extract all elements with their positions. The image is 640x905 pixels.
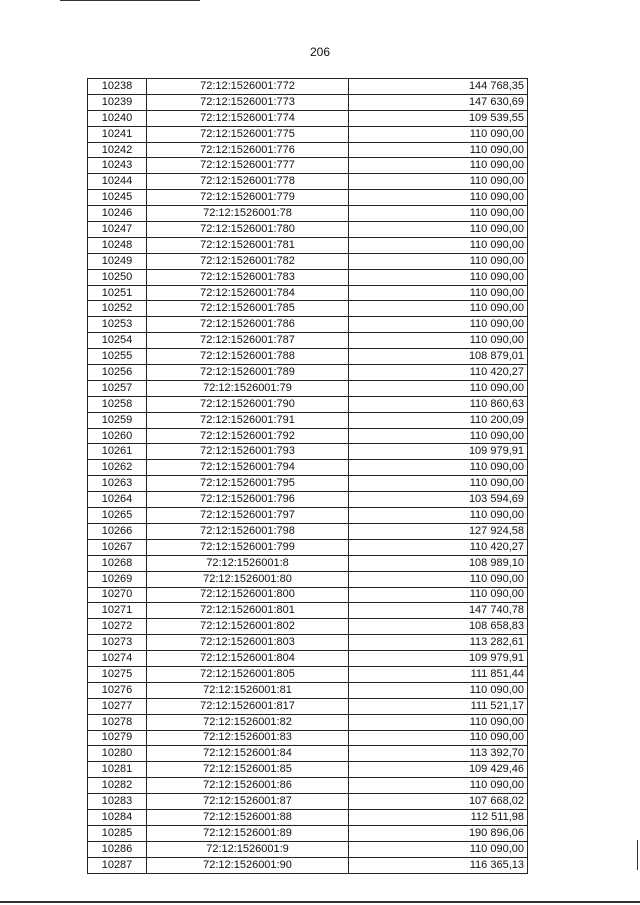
table-body [88, 79, 528, 874]
row-number-cell: 10276 [88, 682, 147, 698]
cadastral-number-cell: 72:12:1526001:800 [147, 587, 349, 603]
value-cell: 110 090,00 [349, 730, 528, 746]
row-number-cell: 10257 [88, 380, 147, 396]
value-cell: 110 420,27 [349, 365, 528, 381]
table-row [88, 365, 528, 381]
value-cell: 112 511,98 [349, 809, 528, 825]
row-number-cell: 10255 [88, 349, 147, 365]
value-cell: 110 090,00 [349, 158, 528, 174]
value-cell: 110 090,00 [349, 317, 528, 333]
cadastral-number-cell: 72:12:1526001:780 [147, 222, 349, 238]
table-row [88, 206, 528, 222]
value-cell: 110 090,00 [349, 841, 528, 857]
row-number-cell: 10271 [88, 603, 147, 619]
value-cell: 111 851,44 [349, 666, 528, 682]
row-number-cell: 10252 [88, 301, 147, 317]
value-cell: 113 392,70 [349, 746, 528, 762]
value-cell: 110 090,00 [349, 571, 528, 587]
value-cell: 110 090,00 [349, 206, 528, 222]
cadastral-number-cell: 72:12:1526001:805 [147, 666, 349, 682]
page-number: 206 [309, 45, 331, 59]
value-cell: 110 090,00 [349, 460, 528, 476]
table-row [88, 714, 528, 730]
value-cell: 111 521,17 [349, 698, 528, 714]
table-row [88, 380, 528, 396]
row-number-cell: 10261 [88, 444, 147, 460]
value-cell: 110 860,63 [349, 396, 528, 412]
table-row [88, 110, 528, 126]
data-table [87, 78, 528, 874]
cadastral-number-cell: 72:12:1526001:784 [147, 285, 349, 301]
table-row [88, 476, 528, 492]
value-cell: 110 090,00 [349, 476, 528, 492]
value-cell: 110 090,00 [349, 380, 528, 396]
cadastral-number-cell: 72:12:1526001:778 [147, 174, 349, 190]
value-cell: 109 979,91 [349, 444, 528, 460]
value-cell: 108 879,01 [349, 349, 528, 365]
table-row [88, 619, 528, 635]
value-cell: 110 090,00 [349, 174, 528, 190]
table-row [88, 237, 528, 253]
value-cell: 116 365,13 [349, 857, 528, 873]
row-number-cell: 10285 [88, 825, 147, 841]
value-cell: 110 090,00 [349, 778, 528, 794]
cadastral-number-cell: 72:12:1526001:802 [147, 619, 349, 635]
value-cell: 147 740,78 [349, 603, 528, 619]
row-number-cell: 10287 [88, 857, 147, 873]
row-number-cell: 10249 [88, 253, 147, 269]
row-number-cell: 10282 [88, 778, 147, 794]
value-cell: 110 090,00 [349, 587, 528, 603]
value-cell: 108 989,10 [349, 555, 528, 571]
row-number-cell: 10280 [88, 746, 147, 762]
cadastral-number-cell: 72:12:1526001:81 [147, 682, 349, 698]
row-number-cell: 10273 [88, 635, 147, 651]
cadastral-number-cell: 72:12:1526001:788 [147, 349, 349, 365]
table-row [88, 94, 528, 110]
value-cell: 110 090,00 [349, 269, 528, 285]
cadastral-number-cell: 72:12:1526001:83 [147, 730, 349, 746]
value-cell: 147 630,69 [349, 94, 528, 110]
table-row [88, 809, 528, 825]
table-row [88, 301, 528, 317]
row-number-cell: 10269 [88, 571, 147, 587]
row-number-cell: 10260 [88, 428, 147, 444]
cadastral-number-cell: 72:12:1526001:793 [147, 444, 349, 460]
row-number-cell: 10248 [88, 237, 147, 253]
table-row [88, 253, 528, 269]
cadastral-number-cell: 72:12:1526001:777 [147, 158, 349, 174]
table-row [88, 190, 528, 206]
cadastral-number-cell: 72:12:1526001:789 [147, 365, 349, 381]
cadastral-number-cell: 72:12:1526001:796 [147, 492, 349, 508]
table-row [88, 635, 528, 651]
row-number-cell: 10239 [88, 94, 147, 110]
cadastral-number-cell: 72:12:1526001:774 [147, 110, 349, 126]
row-number-cell: 10265 [88, 508, 147, 524]
value-cell: 144 768,35 [349, 79, 528, 95]
table-row [88, 412, 528, 428]
cadastral-number-cell: 72:12:1526001:775 [147, 126, 349, 142]
cadastral-number-cell: 72:12:1526001:86 [147, 778, 349, 794]
cadastral-number-cell: 72:12:1526001:87 [147, 794, 349, 810]
value-cell: 110 090,00 [349, 301, 528, 317]
row-number-cell: 10256 [88, 365, 147, 381]
value-cell: 109 539,55 [349, 110, 528, 126]
cadastral-number-cell: 72:12:1526001:817 [147, 698, 349, 714]
cadastral-number-cell: 72:12:1526001:794 [147, 460, 349, 476]
cadastral-number-cell: 72:12:1526001:782 [147, 253, 349, 269]
row-number-cell: 10270 [88, 587, 147, 603]
row-number-cell: 10241 [88, 126, 147, 142]
table-row [88, 730, 528, 746]
cadastral-number-cell: 72:12:1526001:772 [147, 79, 349, 95]
value-cell: 110 090,00 [349, 428, 528, 444]
table-row [88, 317, 528, 333]
cadastral-number-cell: 72:12:1526001:799 [147, 539, 349, 555]
cadastral-number-cell: 72:12:1526001:795 [147, 476, 349, 492]
row-number-cell: 10238 [88, 79, 147, 95]
cadastral-number-cell: 72:12:1526001:787 [147, 333, 349, 349]
table-row [88, 587, 528, 603]
cadastral-number-cell: 72:12:1526001:9 [147, 841, 349, 857]
row-number-cell: 10259 [88, 412, 147, 428]
scan-mark-right [637, 840, 638, 870]
cadastral-number-cell: 72:12:1526001:791 [147, 412, 349, 428]
row-number-cell: 10250 [88, 269, 147, 285]
value-cell: 110 090,00 [349, 190, 528, 206]
row-number-cell: 10284 [88, 809, 147, 825]
value-cell: 110 090,00 [349, 285, 528, 301]
table-row [88, 682, 528, 698]
scan-mark-top [60, 0, 200, 1]
cadastral-number-cell: 72:12:1526001:792 [147, 428, 349, 444]
cadastral-number-cell: 72:12:1526001:801 [147, 603, 349, 619]
value-cell: 109 429,46 [349, 762, 528, 778]
cadastral-number-cell: 72:12:1526001:773 [147, 94, 349, 110]
row-number-cell: 10279 [88, 730, 147, 746]
cadastral-number-cell: 72:12:1526001:776 [147, 142, 349, 158]
value-cell: 107 668,02 [349, 794, 528, 810]
table-row [88, 778, 528, 794]
row-number-cell: 10247 [88, 222, 147, 238]
value-cell: 110 090,00 [349, 333, 528, 349]
row-number-cell: 10246 [88, 206, 147, 222]
table-row [88, 571, 528, 587]
cadastral-number-cell: 72:12:1526001:781 [147, 237, 349, 253]
table-row [88, 349, 528, 365]
value-cell: 110 090,00 [349, 508, 528, 524]
cadastral-number-cell: 72:12:1526001:798 [147, 523, 349, 539]
row-number-cell: 10254 [88, 333, 147, 349]
table-row [88, 746, 528, 762]
value-cell: 110 090,00 [349, 222, 528, 238]
row-number-cell: 10242 [88, 142, 147, 158]
cadastral-number-cell: 72:12:1526001:779 [147, 190, 349, 206]
row-number-cell: 10266 [88, 523, 147, 539]
table-row [88, 222, 528, 238]
table-row [88, 396, 528, 412]
cadastral-number-cell: 72:12:1526001:80 [147, 571, 349, 587]
table-row [88, 460, 528, 476]
row-number-cell: 10253 [88, 317, 147, 333]
cadastral-number-cell: 72:12:1526001:88 [147, 809, 349, 825]
cadastral-number-cell: 72:12:1526001:786 [147, 317, 349, 333]
table-row [88, 126, 528, 142]
cadastral-number-cell: 72:12:1526001:803 [147, 635, 349, 651]
value-cell: 110 090,00 [349, 126, 528, 142]
table-row [88, 333, 528, 349]
table-row [88, 698, 528, 714]
cadastral-number-cell: 72:12:1526001:79 [147, 380, 349, 396]
value-cell: 110 420,27 [349, 539, 528, 555]
table-row [88, 269, 528, 285]
cadastral-number-cell: 72:12:1526001:8 [147, 555, 349, 571]
value-cell: 110 090,00 [349, 682, 528, 698]
row-number-cell: 10278 [88, 714, 147, 730]
row-number-cell: 10274 [88, 651, 147, 667]
cadastral-number-cell: 72:12:1526001:78 [147, 206, 349, 222]
row-number-cell: 10245 [88, 190, 147, 206]
table-row [88, 285, 528, 301]
cadastral-number-cell: 72:12:1526001:797 [147, 508, 349, 524]
table-row [88, 174, 528, 190]
cadastral-number-cell: 72:12:1526001:785 [147, 301, 349, 317]
cadastral-number-cell: 72:12:1526001:804 [147, 651, 349, 667]
cadastral-number-cell: 72:12:1526001:82 [147, 714, 349, 730]
row-number-cell: 10283 [88, 794, 147, 810]
row-number-cell: 10244 [88, 174, 147, 190]
table-row [88, 508, 528, 524]
table-row [88, 825, 528, 841]
row-number-cell: 10272 [88, 619, 147, 635]
row-number-cell: 10268 [88, 555, 147, 571]
table-row [88, 428, 528, 444]
value-cell: 108 658,83 [349, 619, 528, 635]
table-row [88, 666, 528, 682]
cadastral-number-cell: 72:12:1526001:90 [147, 857, 349, 873]
table-row [88, 603, 528, 619]
table-row [88, 539, 528, 555]
row-number-cell: 10281 [88, 762, 147, 778]
row-number-cell: 10286 [88, 841, 147, 857]
value-cell: 110 090,00 [349, 714, 528, 730]
row-number-cell: 10240 [88, 110, 147, 126]
value-cell: 110 090,00 [349, 253, 528, 269]
value-cell: 110 090,00 [349, 237, 528, 253]
row-number-cell: 10275 [88, 666, 147, 682]
row-number-cell: 10267 [88, 539, 147, 555]
value-cell: 109 979,91 [349, 651, 528, 667]
cadastral-number-cell: 72:12:1526001:790 [147, 396, 349, 412]
table-row [88, 762, 528, 778]
table-row [88, 555, 528, 571]
row-number-cell: 10262 [88, 460, 147, 476]
table-row [88, 158, 528, 174]
value-cell: 110 090,00 [349, 142, 528, 158]
table-row [88, 79, 528, 95]
value-cell: 190 896,06 [349, 825, 528, 841]
table-row [88, 857, 528, 873]
table-row [88, 142, 528, 158]
table-row [88, 444, 528, 460]
value-cell: 127 924,58 [349, 523, 528, 539]
cadastral-number-cell: 72:12:1526001:84 [147, 746, 349, 762]
table-row [88, 492, 528, 508]
table-row [88, 794, 528, 810]
table-row [88, 841, 528, 857]
row-number-cell: 10264 [88, 492, 147, 508]
row-number-cell: 10243 [88, 158, 147, 174]
scan-mark-bottom [0, 901, 640, 903]
value-cell: 103 594,69 [349, 492, 528, 508]
cadastral-number-cell: 72:12:1526001:85 [147, 762, 349, 778]
table-row [88, 523, 528, 539]
value-cell: 113 282,61 [349, 635, 528, 651]
cadastral-number-cell: 72:12:1526001:89 [147, 825, 349, 841]
cadastral-number-cell: 72:12:1526001:783 [147, 269, 349, 285]
value-cell: 110 200,09 [349, 412, 528, 428]
row-number-cell: 10258 [88, 396, 147, 412]
row-number-cell: 10263 [88, 476, 147, 492]
table-row [88, 651, 528, 667]
row-number-cell: 10277 [88, 698, 147, 714]
row-number-cell: 10251 [88, 285, 147, 301]
